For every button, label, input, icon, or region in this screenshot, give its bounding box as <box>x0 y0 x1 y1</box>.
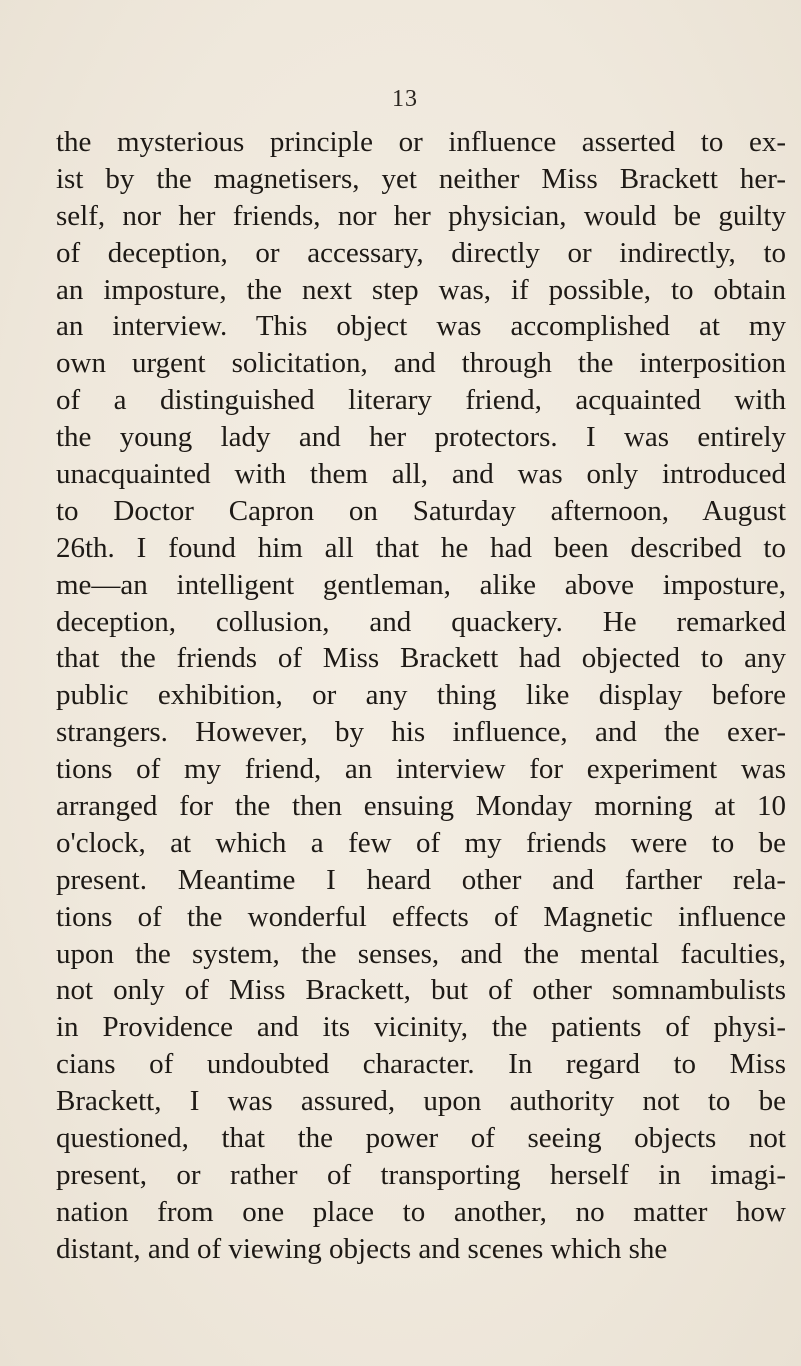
text-line: arranged for the then ensuing Monday morning at 10 <box>56 790 786 823</box>
text-line: of deception, or accessary, directly or indirectly, to <box>56 236 786 269</box>
text-line: nation from one place to another, no matter how <box>56 1195 786 1228</box>
text-line: distant, and of viewing objects and scenes which she <box>56 1232 668 1265</box>
text-line: ist by the magnetisers, yet neither Miss Brackett her- <box>56 162 786 195</box>
text-line: public exhibition, or any thing like display before <box>56 679 786 712</box>
text-line: the mysterious principle or influence asserted to ex- <box>56 126 786 158</box>
text-line: upon the system, the senses, and the mental faculties, <box>56 937 786 970</box>
text-line: to Doctor Capron on Saturday afternoon, August <box>56 494 786 527</box>
text-line: an imposture, the next step was, if possible, to obtain <box>56 273 786 306</box>
text-line: the young lady and her protectors. I was entirely <box>56 421 786 454</box>
text-line: present. Meantime I heard other and farther rela- <box>56 863 786 896</box>
text-line: deception, collusion, and quackery. He remarked <box>56 605 786 638</box>
text-line: that the friends of Miss Brackett had objected to any <box>56 642 786 675</box>
text-line: 26th. I found him all that he had been described to <box>56 531 786 564</box>
text-line: Brackett, I was assured, upon authority not to be <box>56 1085 786 1118</box>
text-line: not only of Miss Brackett, but of other somnambulists <box>56 974 786 1007</box>
text-line: unacquainted with them all, and was only introduced <box>56 458 786 491</box>
text-line: own urgent solicitation, and through the interposition <box>56 347 786 380</box>
text-line: in Providence and its vicinity, the patients of physi- <box>56 1011 786 1044</box>
text-line: strangers. However, by his influence, and the exer- <box>56 716 786 749</box>
text-line: tions of my friend, an interview for experiment was <box>56 753 786 786</box>
text-line: of a distinguished literary friend, acquainted with <box>56 384 786 417</box>
text-line: an interview. This object was accomplished at my <box>56 310 786 343</box>
text-line: questioned, that the power of seeing objects not <box>56 1122 786 1155</box>
text-line: self, nor her friends, nor her physician, would be guilty <box>56 199 786 232</box>
page-number: 13 <box>392 86 418 112</box>
text-line: cians of undoubted character. In regard to Miss <box>56 1048 786 1081</box>
text-line: present, or rather of transporting herself in imagi- <box>56 1158 786 1191</box>
body-text <box>56 124 786 1268</box>
text-line: tions of the wonderful effects of Magnetic influence <box>56 900 786 933</box>
text-line: o'clock, at which a few of my friends were to be <box>56 826 786 859</box>
text-line: me—an intelligent gentleman, alike above imposture, <box>56 568 786 601</box>
